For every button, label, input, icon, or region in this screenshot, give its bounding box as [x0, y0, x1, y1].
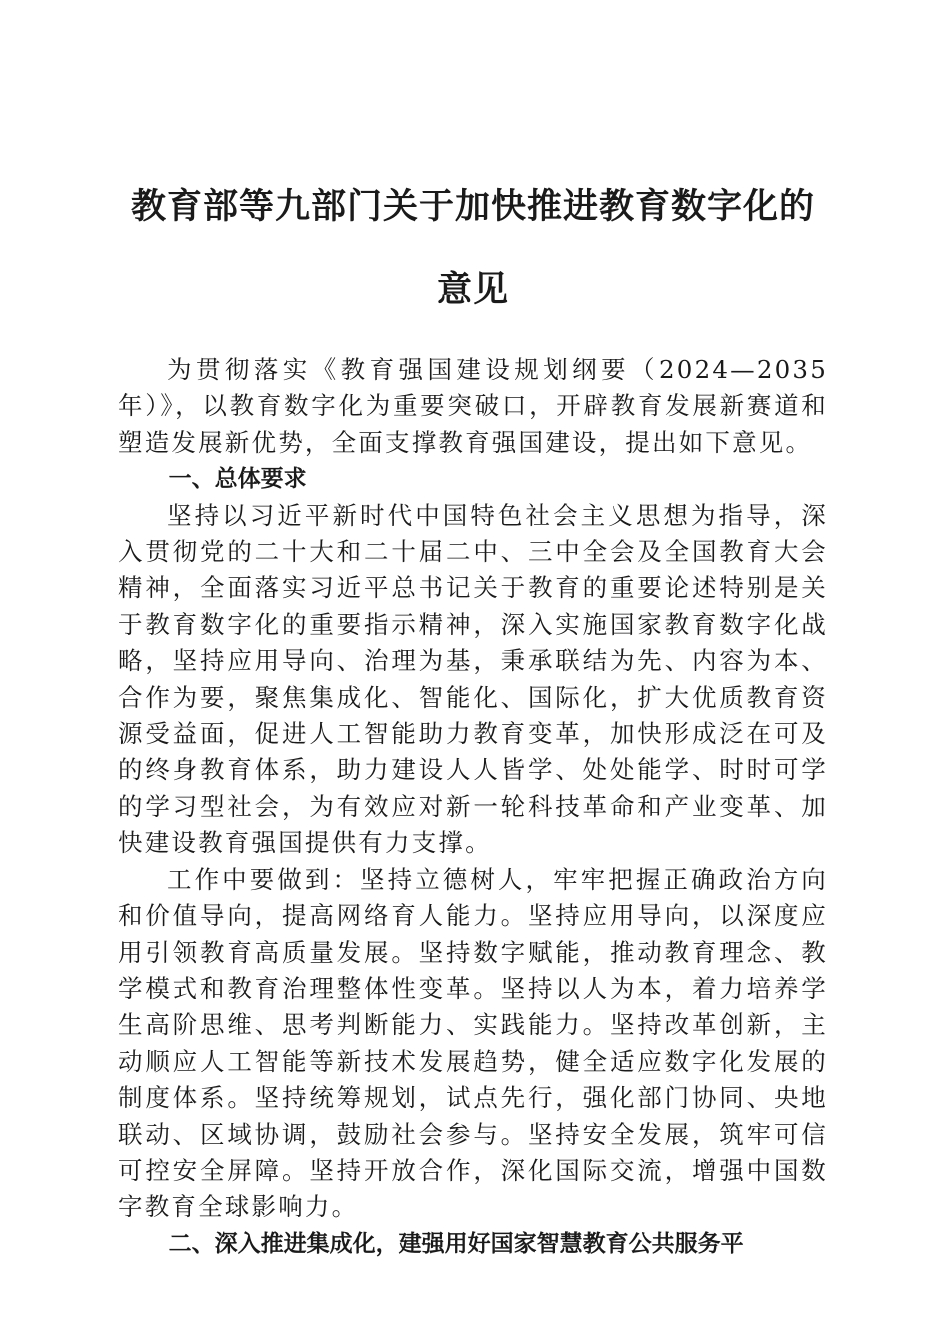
section-heading-2: 二、深入推进集成化，建强用好国家智慧教育公共服务平	[168, 1230, 744, 1257]
overall-requirements-paragraph: 坚持以习近平新时代中国特色社会主义思想为指导，深入贯彻党的二十大和二十届二中、三中全会及全国教育大会精神，全面落实习近平总书记关于教育的重要论述特别是关于教育数字化的重要指示精神，深入实施国家教育数字化战略，坚持应用导向、治理为基，秉承联结为先、内容为本、合作为要，聚焦集成化、智能化、国际化，扩大优质教育资源受益面，促进人工智能助力教育变革，加快形成泛在可及的终身教育体系，助力建设人人皆学、处处能学、时时可学的学习型社会，为有效应对新一轮科技革命和产业变革、加快建设教育强国提供有力支撑。	[118, 500, 828, 858]
document-body	[118, 352, 828, 1262]
document-title: 教育部等九部门关于加快推进教育数字化的意见	[130, 187, 815, 310]
section-heading-1: 一、总体要求	[168, 466, 307, 493]
document-page	[118, 0, 828, 1262]
intro-paragraph: 为贯彻落实《教育强国建设规划纲要（2024—2035年）》，以教育数字化为重要突破口，开辟教育发展新赛道和塑造发展新优势，全面支撑教育强国建设，提出如下意见。	[118, 355, 828, 457]
work-principles-paragraph: 工作中要做到：坚持立德树人，牢牢把握正确政治方向和价值导向，提高网络育人能力。坚持应用导向，以深度应用引领教育高质量发展。坚持数字赋能，推动教育理念、教学模式和教育治理整体性变革。坚持以人为本，着力培养学生高阶思维、思考判断能力、实践能力。坚持改革创新，主动顺应人工智能等新技术发展趋势，健全适应数字化发展的制度体系。坚持统筹规划，试点先行，强化部门协同、央地联动、区域协调，鼓励社会参与。坚持安全发展，筑牢可信可控安全屏障。坚持开放合作，深化国际交流，增强中国数字教育全球影响力。	[118, 864, 828, 1222]
